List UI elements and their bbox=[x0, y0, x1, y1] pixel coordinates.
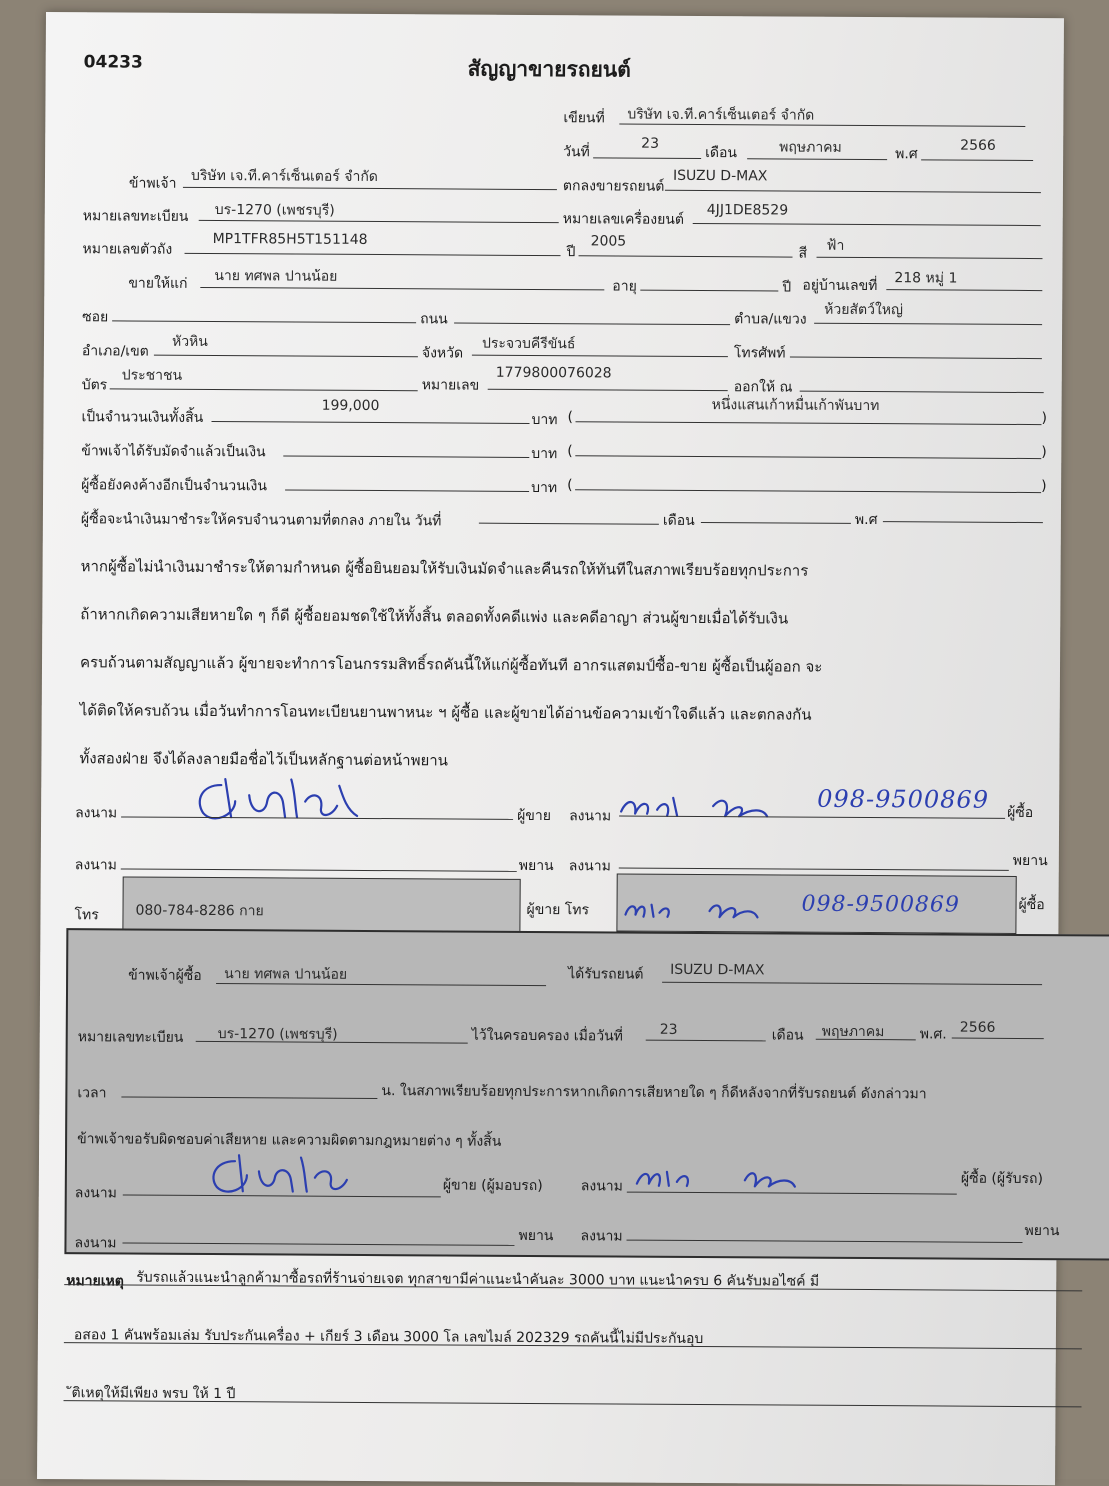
receipt-year: 2566 bbox=[959, 1019, 996, 1036]
buyer-receipt-section bbox=[64, 928, 1109, 1260]
year-made-line bbox=[579, 255, 793, 257]
receipt-month: พฤษภาคม bbox=[821, 1023, 885, 1041]
phone-label: โทรศัพท์ bbox=[733, 345, 786, 362]
chassis-value: MP1TFR85H5T151148 bbox=[212, 231, 368, 248]
registration-line bbox=[199, 220, 559, 223]
document-number: 04233 bbox=[83, 52, 143, 73]
seller-label: ข้าพเจ้า bbox=[128, 175, 177, 192]
witness1-sign-label: ลงนาม bbox=[74, 857, 117, 874]
receipt-day: 23 bbox=[659, 1021, 678, 1038]
district-line bbox=[154, 355, 418, 358]
terms-line: ถ้าหากเกิดความเสียหายใด ๆ ก็ดี ผู้ซื้อยอมชดใช้ให้ทั้งสิ้น ตลอดทั้งคดีแพ่ง และคดีอาญา ส่วนผู้ขายเมื่อได้รับเงิน bbox=[80, 605, 789, 628]
soi-line bbox=[112, 320, 416, 323]
subdistrict-label: ตำบล/แขวง bbox=[734, 311, 807, 328]
age-unit: ปี bbox=[782, 279, 792, 296]
total-baht: บาท bbox=[531, 411, 558, 429]
remaining-line bbox=[285, 489, 529, 491]
buyer-value: นาย ทศพล ปานน้อย bbox=[214, 268, 338, 285]
terms-line: ครบถ้วนตามสัญญาแล้ว ผู้ขายจะทำการโอนกรรมสิทธิ์รถคันนี้ให้แก่ผู้ซื้อทันที อากรแสตมป์ซื้อ-ขาย ผู้ซื้อเป็นผู้ออก จะ bbox=[79, 653, 823, 676]
province-label: จังหวัด bbox=[421, 345, 464, 362]
card-no-line bbox=[488, 389, 728, 391]
deposit-paren-close: ) bbox=[1041, 444, 1047, 461]
paydate-month-line bbox=[701, 522, 851, 524]
receipt-month-label: เดือน bbox=[771, 1027, 804, 1044]
paydate-day-line bbox=[479, 523, 659, 525]
road-label: ถนน bbox=[420, 311, 448, 328]
receipt-witness2-role: พยาน bbox=[1024, 1223, 1060, 1240]
receipt-witness2-sign-label: ลงนาม bbox=[580, 1228, 623, 1245]
date-month-value: พฤษภาคม bbox=[779, 139, 842, 156]
buyer-signature bbox=[617, 786, 787, 827]
witness1-role: พยาน bbox=[518, 857, 554, 875]
date-day-line bbox=[593, 157, 701, 159]
agree-value: ISUZU D-MAX bbox=[672, 167, 768, 185]
age-label: อายุ bbox=[612, 278, 637, 295]
receipt-received-label: ได้รับรถยนต์ bbox=[568, 966, 644, 983]
receipt-buyer-label: ข้าพเจ้าผู้ซื้อ bbox=[128, 967, 202, 984]
date-month-line bbox=[747, 158, 887, 160]
date-year-value: 2566 bbox=[960, 137, 996, 154]
chassis-line bbox=[185, 253, 561, 256]
terms-line: ได้ติดให้ครบถ้วน เมื่อวันทำการโอนทะเบียนยานพาหนะ ฯ ผู้ซื้อ และผู้ขายได้อ่านข้อความเข้าใจดีแล้ว และตกลงกัน bbox=[79, 701, 812, 724]
seller-phone-label: ผู้ขาย โทร bbox=[526, 901, 590, 919]
year-made-value: 2005 bbox=[590, 233, 627, 250]
engine-value: 4JJ1DE8529 bbox=[706, 202, 789, 219]
district-label: อำเภอ/เขต bbox=[81, 343, 149, 360]
total-label: เป็นจำนวนเงินทั้งสิ้น bbox=[81, 409, 204, 426]
age-line bbox=[640, 290, 778, 292]
paydate-label: ผู้ซื้อจะนำเงินมาชำระให้ครบจำนวนตามที่ตกลง ภายใน วันที่ bbox=[80, 511, 442, 530]
card-value: ประชาชน bbox=[121, 367, 183, 384]
registration-value: บร-1270 (เพชรบุรี) bbox=[214, 202, 335, 219]
date-day-label: วันที่ bbox=[563, 144, 590, 161]
agree-line bbox=[665, 190, 1041, 193]
witness2-sign-label: ลงนาม bbox=[568, 858, 611, 875]
seller-role: ผู้ขาย bbox=[517, 807, 551, 825]
total-words: หนึ่งแสนเก้าหมื่นเก้าพันบาท bbox=[711, 397, 880, 415]
paydate-month-label: เดือน bbox=[662, 512, 695, 529]
deposit-paren-open: ( bbox=[567, 443, 573, 460]
phone-line bbox=[790, 357, 1042, 360]
deposit-baht: บาท bbox=[531, 445, 558, 463]
witness1-sign-line bbox=[121, 868, 517, 871]
note-line: รับรถแล้วแนะนำลูกค้ามาซื้อรถที่ร้านจ่ายเจต ทุกสาขามีค่าแนะนำคันละ 3000 บาท แนะนำครบ 6 คันรับมอไซค์ มี bbox=[136, 1269, 820, 1290]
seller-value: บริษัท เจ.ที.คาร์เซ็นเตอร์ จำกัด bbox=[190, 167, 378, 186]
house-label: อยู่บ้านเลขที่ bbox=[802, 277, 878, 295]
receipt-car-line bbox=[662, 982, 1042, 985]
witness2-sign-line bbox=[619, 868, 1009, 871]
color-label: สี bbox=[798, 245, 808, 262]
receipt-reg: บร-1270 (เพชรบุรี) bbox=[217, 1026, 338, 1043]
witness2-role: พยาน bbox=[1012, 852, 1048, 870]
soi-label: ซอย bbox=[82, 309, 109, 326]
document-title: สัญญาขายรถยนต์ bbox=[467, 56, 631, 82]
total-line bbox=[211, 421, 529, 424]
date-month-label: เดือน bbox=[705, 145, 738, 162]
deposit-line bbox=[283, 455, 529, 458]
card-no-value: 1779800076028 bbox=[495, 364, 612, 382]
subdistrict-line bbox=[814, 323, 1042, 325]
deposit-label: ข้าพเจ้าได้รับมัดจำแล้วเป็นเงิน bbox=[81, 443, 266, 461]
engine-label: หมายเลขเครื่องยนต์ bbox=[562, 211, 685, 228]
receipt-buyer-sign-label: ลงนาม bbox=[580, 1178, 623, 1195]
receipt-year-label: พ.ศ. bbox=[919, 1026, 947, 1043]
receipt-time-line bbox=[121, 1096, 377, 1099]
receipt-seller-signature bbox=[207, 1149, 357, 1200]
terms-line: ทั้งสองฝ่าย จึงได้ลงลายมือชื่อไว้เป็นหลักฐานต่อหน้าพยาน bbox=[79, 749, 449, 770]
paydate-year-label: พ.ศ bbox=[854, 511, 878, 529]
issued-line bbox=[800, 391, 1044, 393]
receipt-witness1-line bbox=[122, 1242, 514, 1245]
subdistrict-value: ห้วยสัตว์ใหญ่ bbox=[824, 301, 904, 319]
receipt-car: ISUZU D-MAX bbox=[670, 961, 765, 979]
color-value: ฟ้า bbox=[826, 237, 845, 254]
note-line: ัติเหตุให้มีเพียง พรบ ให้ 1 ปี bbox=[71, 1385, 236, 1403]
total-paren-close: ) bbox=[1041, 410, 1048, 427]
deposit-words-line bbox=[575, 455, 1041, 459]
remaining-label: ผู้ซื้อยังคงค้างอีกเป็นจำนวนเงิน bbox=[81, 477, 267, 495]
receipt-liability: ข้าพเจ้าขอรับผิดชอบค่าเสียหาย และความผิดตามกฎหมายต่าง ๆ ทั้งสิ้น bbox=[77, 1131, 502, 1150]
place-label: เขียนที่ bbox=[563, 110, 605, 127]
receipt-possession-label: ไว้ในครอบครอง เมื่อวันที่ bbox=[471, 1027, 623, 1045]
agree-label: ตกลงขายรถยนต์ bbox=[562, 178, 665, 195]
receipt-witness2-line bbox=[627, 1240, 1023, 1243]
receipt-witness1-role: พยาน bbox=[518, 1227, 554, 1245]
buyer-line bbox=[200, 287, 604, 290]
province-value: ประจวบคีรีขันธ์ bbox=[481, 335, 576, 353]
remaining-baht: บาท bbox=[531, 479, 558, 497]
receipt-year-line bbox=[952, 1038, 1044, 1040]
card-no-label: หมายเลข bbox=[421, 377, 480, 394]
receipt-reg-label: หมายเลขทะเบียน bbox=[77, 1029, 184, 1046]
seller-signature bbox=[191, 771, 361, 828]
receipt-buyer-signature bbox=[633, 1160, 823, 1195]
total-value: 199,000 bbox=[321, 397, 380, 415]
receipt-day-line bbox=[646, 1040, 766, 1042]
receipt-buyer-name: นาย ทศพล ปานน้อย bbox=[224, 966, 348, 983]
receipt-seller-sign-label: ลงนาม bbox=[74, 1185, 117, 1202]
terms-line: หากผู้ซื้อไม่นำเงินมาชำระให้ตามกำหนด ผู้ซื้อยินยอมให้รับเงินมัดจำและคืนรถให้ทันทีในสภาพเรียบร้อยทุกประการ bbox=[80, 557, 809, 580]
date-year-label: พ.ศ bbox=[895, 146, 918, 163]
contract-sheet bbox=[37, 12, 1064, 1485]
total-paren-open: ( bbox=[567, 409, 574, 426]
buyer-phone-handwriting bbox=[621, 893, 771, 924]
color-line bbox=[817, 257, 1043, 259]
receipt-witness1-sign-label: ลงนาม bbox=[74, 1235, 117, 1252]
buyer-phone-role: ผู้ซื้อ bbox=[1018, 896, 1045, 914]
receipt-time-suffix: น. ในสภาพเรียบร้อยทุกประการหากเกิดการเสียหายใด ๆ ก็ดีหลังจากที่รับรถยนต์ ดังกล่าวมา bbox=[381, 1083, 927, 1103]
date-year-line bbox=[921, 159, 1033, 161]
road-line bbox=[454, 322, 730, 325]
note-line: อสอง 1 คันพร้อมเล่ม รับประกันเครื่อง + เกียร์ 3 เดือน 3000 โล เลขไมล์ 202329 รถคันนี้ไม่มีประกันอุบ bbox=[73, 1327, 704, 1348]
note-label: หมายเหตุ bbox=[66, 1273, 124, 1290]
phone-label-left: โทร bbox=[74, 907, 99, 924]
card-line bbox=[110, 388, 418, 391]
seller-line bbox=[183, 187, 557, 190]
total-words-line bbox=[576, 421, 1042, 425]
buyer-signature-phone: 098-9500869 bbox=[817, 784, 990, 814]
place-value: บริษัท เจ.ที.คาร์เซ็นเตอร์ จำกัด bbox=[627, 106, 815, 124]
engine-line bbox=[693, 223, 1041, 226]
house-value: 218 หมู่ 1 bbox=[894, 270, 958, 287]
card-label: บัตร bbox=[81, 377, 108, 394]
receipt-buyer-role: ผู้ซื้อ (ผู้รับรถ) bbox=[960, 1170, 1044, 1188]
district-value: หัวหิน bbox=[171, 333, 208, 350]
house-line bbox=[886, 289, 1042, 291]
buyer-phone: 098-9500869 bbox=[801, 891, 961, 918]
year-made-label: ปี bbox=[566, 244, 576, 261]
buyer-sign-label: ลงนาม bbox=[569, 808, 612, 825]
province-line bbox=[472, 355, 728, 358]
remaining-words-line bbox=[575, 489, 1041, 493]
buyer-label: ขายให้แก่ bbox=[128, 275, 188, 292]
seller-phone-box bbox=[122, 876, 520, 934]
chassis-label: หมายเลขตัวถัง bbox=[82, 241, 173, 258]
registration-label: หมายเลขทะเบียน bbox=[82, 208, 189, 225]
receipt-time-label: เวลา bbox=[77, 1085, 107, 1102]
remaining-paren-close: ) bbox=[1041, 478, 1047, 495]
date-day-value: 23 bbox=[641, 135, 660, 152]
buyer-role: ผู้ซื้อ bbox=[1007, 804, 1034, 822]
buyer-phone-box bbox=[616, 874, 1016, 934]
receipt-seller-role: ผู้ขาย (ผู้มอบรถ) bbox=[442, 1177, 543, 1195]
issued-label: ออกให้ ณ bbox=[733, 379, 793, 396]
paydate-year-line bbox=[883, 521, 1043, 523]
remaining-paren-open: ( bbox=[567, 477, 573, 494]
seller-sign-label: ลงนาม bbox=[75, 805, 118, 822]
seller-phone: 080-784-8286 กาย bbox=[135, 902, 264, 920]
